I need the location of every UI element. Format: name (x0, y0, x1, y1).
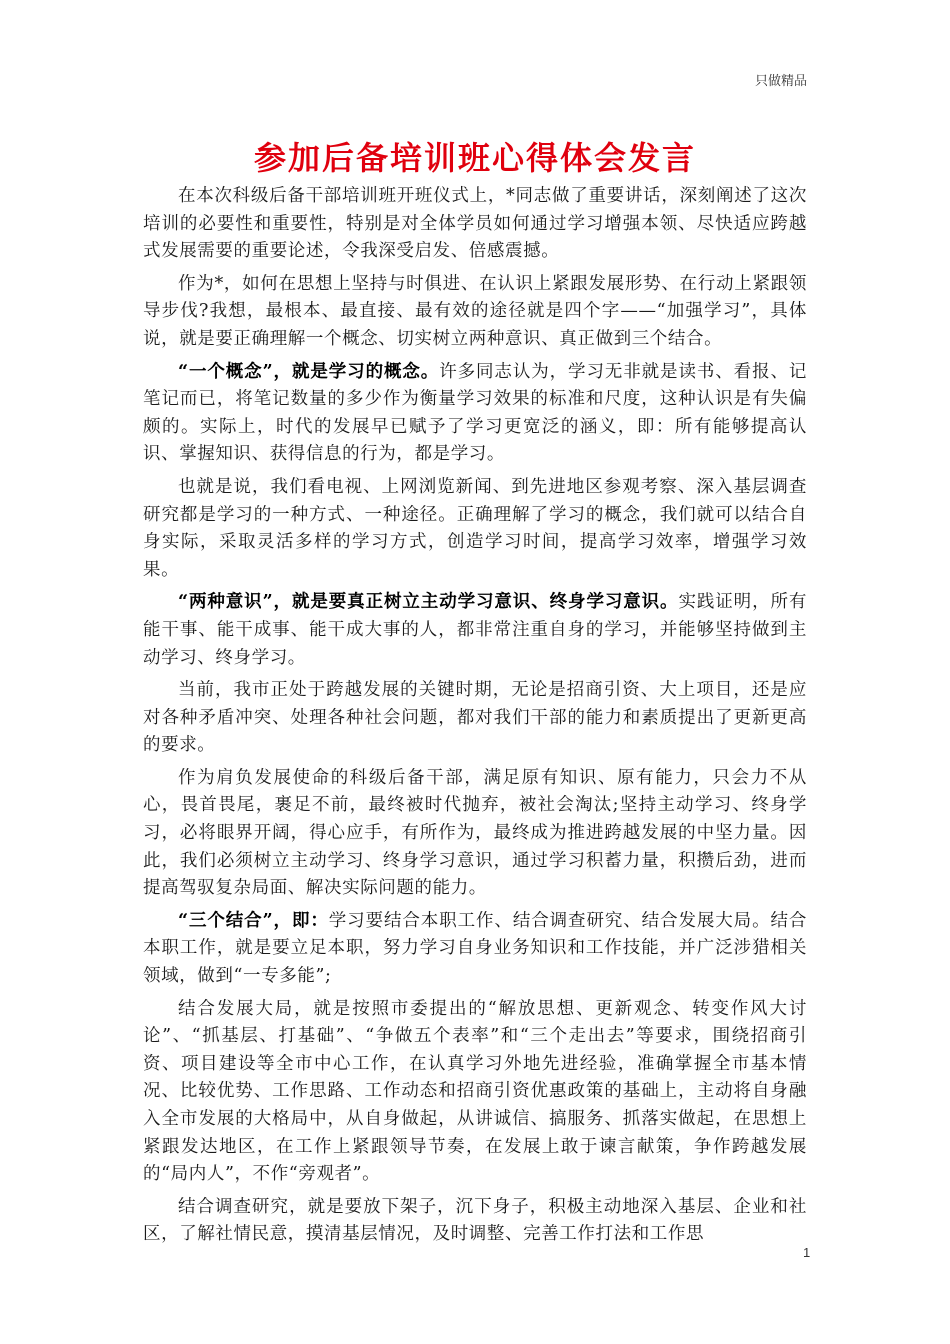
document-title: 参加后备培训班心得体会发言 (253, 139, 696, 177)
paragraph (143, 996, 807, 1189)
paragraph (143, 183, 807, 266)
paragraph-text: 实践证明，所有能干事、能干成事、能干成大事的人，都非常注重自身的学习，并能够坚持做到主动学习、终身学习。 (143, 592, 807, 668)
page-number: 1 (803, 1245, 811, 1260)
paragraph (143, 908, 807, 991)
paragraph-lead: “两种意识”，就是要真正树立主动学习意识、终身学习意识。 (178, 592, 679, 613)
document-body (143, 183, 807, 1254)
paragraph-text: 结合发展大局，就是按照市委提出的“解放思想、更新观念、转变作风大讨论”、“抓基层、打基础”、“争做五个表率”和“三个走出去”等要求，围绕招商引资、项目建设等全市中心工作，在认真学习外地先进经验，准确掌握全市基本情况、比较优势、工作思路、工作动态和招商引资优惠政策的基础上，主动将自身融入全市发展的大格局中，从自身做起，从讲诚信、搞服务、抓落实做起，在思想上紧跟发达地区，在工作上紧跟领导节奏，在发展上敢于谏言献策，争作跨越发展的“局内人”，不作“旁观者”。 (143, 998, 807, 1185)
paragraph (143, 765, 807, 903)
paragraph-text: 也就是说，我们看电视、上网浏览新闻、到先进地区参观考察、深入基层调查研究都是学习的一种方式、一种途径。正确理解了学习的概念，我们就可以结合自身实际，采取灵活多样的学习方式，创造学习时间，提高学习效率，增强学习效果。 (143, 476, 807, 580)
paragraph (143, 474, 807, 584)
paragraph (143, 271, 807, 354)
paragraph-text: 在本次科级后备干部培训班开班仪式上，*同志做了重要讲话，深刻阐述了这次培训的必要性和重要性，特别是对全体学员如何通过学习增强本领、尽快适应跨越式发展需要的重要论述，令我深受启发、倍感震撼。 (143, 186, 807, 262)
header-note: 只做精品 (754, 73, 807, 88)
paragraph-text: 学习要结合本职工作、结合调查研究、结合发展大局。结合本职工作，就是要立足本职，努力学习自身业务知识和工作技能，并广泛涉猎相关领域，做到“一专多能”; (143, 910, 807, 987)
paragraph-text: 许多同志认为，学习无非就是读书、看报、记笔记而已，将笔记数量的多少作为衡量学习效果的标准和尺度，这种认识是有失偏颇的。实际上，时代的发展早已赋予了学习更宽泛的涵义，即：所有能够提高认识、掌握知识、获得信息的行为，都是学习。 (143, 361, 807, 465)
paragraph-text: 作为*，如何在思想上坚持与时俱进、在认识上紧跟发展形势、在行动上紧跟领导步伐?我想，最根本、最直接、最有效的途径就是四个字——“加强学习”，具体说，就是要正确理解一个概念、切实树立两种意识、真正做到三个结合。 (143, 273, 807, 349)
paragraph (143, 677, 807, 760)
paragraph-text: 当前，我市正处于跨越发展的关键时期，无论是招商引资、大上项目，还是应对各种矛盾冲突、处理各种社会问题，都对我们干部的能力和素质提出了更新更高的要求。 (143, 680, 807, 756)
paragraph (143, 359, 807, 469)
paragraph-lead: “一个概念”，就是学习的概念。 (178, 361, 440, 382)
paragraph-text: 作为肩负发展使命的科级后备干部，满足原有知识、原有能力，只会力不从心，畏首畏尾，裹足不前，最终被时代抛弃，被社会淘汰;坚持主动学习、终身学习，必将眼界开阔，得心应手，有所作为，最终成为推进跨越发展的中坚力量。因此，我们必须树立主动学习、终身学习意识，通过学习积蓄力量，积攒后劲，进而提高驾驭复杂局面、解决实际问题的能力。 (143, 767, 807, 899)
paragraph (143, 1194, 807, 1249)
paragraph-text: 结合调查研究，就是要放下架子，沉下身子，积极主动地深入基层、企业和社区，了解社情民意，摸清基层情况，及时调整、完善工作打法和工作思 (143, 1196, 807, 1245)
paragraph-lead: “三个结合”，即： (178, 910, 329, 931)
paragraph (143, 589, 807, 672)
